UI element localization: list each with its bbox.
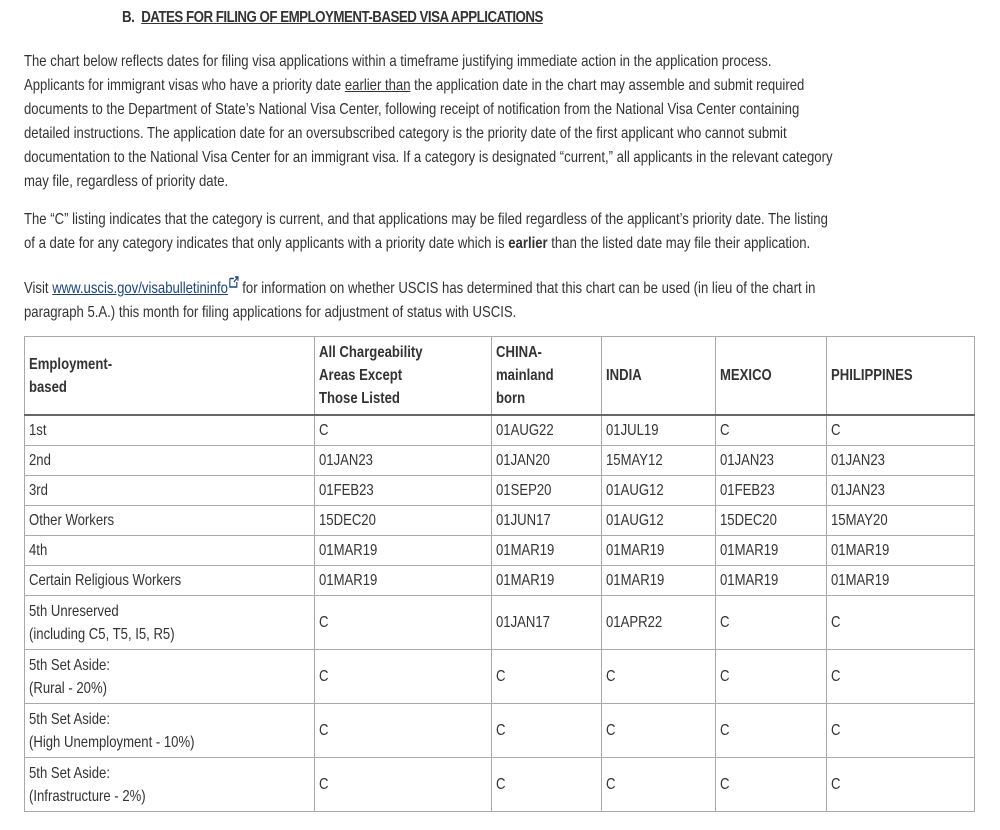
filing-dates-table xyxy=(24,336,975,812)
table-row xyxy=(25,536,975,566)
value-cell-philippines: C xyxy=(826,758,974,812)
header-india: INDIA xyxy=(602,337,716,416)
value-cell-india: 01JUL19 xyxy=(602,415,716,446)
c-listing-paragraph: The “C” listing indicates that the category is current, and that applications may be filed regardless of the applicant’s priority date. The listing of a date for any category indicates that only applicants with a priority date which is earlier than the listed date may file their application. xyxy=(24,211,828,252)
value-cell-philippines: 01MAR19 xyxy=(826,566,974,596)
intro-line: detailed instructions. The application date for an oversubscribed category is the priority date of the first applicant who cannot submit xyxy=(24,125,787,142)
category-cell: Certain Religious Workers xyxy=(25,566,315,596)
intro-line: documentation to the National Visa Center for an immigrant visa. If a category is designated “current,” all applicants in the relevant category xyxy=(24,149,833,166)
value-cell-mexico: 01FEB23 xyxy=(716,476,826,506)
table-row xyxy=(25,566,975,596)
value-cell-philippines: 15MAY20 xyxy=(826,506,974,536)
table-row xyxy=(25,704,975,758)
value-cell-philippines: C xyxy=(826,704,974,758)
category-cell: 5th Unreserved (including C5, T5, I5, R5) xyxy=(25,596,315,650)
value-cell-philippines: C xyxy=(826,415,974,446)
category-cell: Other Workers xyxy=(25,506,315,536)
value-cell-all-chargeability: C xyxy=(315,704,491,758)
uscis-visabulletininfo-link[interactable]: www.uscis.gov/visabulletininfo xyxy=(52,280,228,297)
value-cell-mexico: C xyxy=(716,415,826,446)
intro-line: Applicants for immigrant visas who have a priority date earlier than the application date in the chart may assemble and submit required xyxy=(24,77,805,94)
value-cell-china: 01MAR19 xyxy=(491,536,601,566)
value-cell-india: 01MAR19 xyxy=(602,566,716,596)
category-cell: 3rd xyxy=(25,476,315,506)
uscis-paragraph: Visit www.uscis.gov/visabulletininfo for information on whether USCIS has determined that this chart can be used (in lieu of the chart in paragraph 5.A.) this month for filing applications for adjustment of status with USCIS. xyxy=(24,272,989,325)
value-cell-india: C xyxy=(602,758,716,812)
header-employment-based: Employment- based xyxy=(25,337,315,416)
value-cell-mexico: C xyxy=(716,596,826,650)
value-cell-philippines: C xyxy=(826,650,974,704)
value-cell-mexico: C xyxy=(716,758,826,812)
value-cell-india: 01MAR19 xyxy=(602,536,716,566)
category-cell: 5th Set Aside: (Rural - 20%) xyxy=(25,650,315,704)
external-link-icon[interactable] xyxy=(229,272,239,296)
value-cell-philippines: C xyxy=(826,596,974,650)
value-cell-all-chargeability: 01JAN23 xyxy=(315,446,491,476)
header-philippines: PHILIPPINES xyxy=(826,337,974,416)
value-cell-china: 01JAN17 xyxy=(491,596,601,650)
value-cell-china: 01MAR19 xyxy=(491,566,601,596)
value-cell-mexico: C xyxy=(716,650,826,704)
value-cell-mexico: 01JAN23 xyxy=(716,446,826,476)
value-cell-china: 01JUN17 xyxy=(491,506,601,536)
intro-line: The chart below reflects dates for filing visa applications within a timeframe justifying immediate action in the application process. xyxy=(24,53,772,70)
table-row xyxy=(25,506,975,536)
emphasis-earlier: earlier xyxy=(508,235,548,252)
value-cell-mexico: 01MAR19 xyxy=(716,536,826,566)
emphasis-earlier-than: earlier than xyxy=(344,77,411,94)
value-cell-all-chargeability: 15DEC20 xyxy=(315,506,491,536)
value-cell-china: 01JAN20 xyxy=(491,446,601,476)
value-cell-india: C xyxy=(602,650,716,704)
table-row xyxy=(25,446,975,476)
value-cell-mexico: 01MAR19 xyxy=(716,566,826,596)
value-cell-india: 01AUG12 xyxy=(602,506,716,536)
category-cell: 1st xyxy=(25,415,315,446)
intro-line: may file, regardless of priority date. xyxy=(24,173,229,190)
intro-line: documents to the Department of State’s National Visa Center, following receipt of notification from the National Visa Center containing xyxy=(24,101,800,118)
intro-paragraph xyxy=(24,50,1000,194)
value-cell-all-chargeability: 01MAR19 xyxy=(315,566,491,596)
table-row xyxy=(25,415,975,446)
category-cell: 5th Set Aside: (Infrastructure - 2%) xyxy=(25,758,315,812)
value-cell-china: 01SEP20 xyxy=(491,476,601,506)
value-cell-mexico: C xyxy=(716,704,826,758)
value-cell-china: C xyxy=(491,758,601,812)
value-cell-philippines: 01JAN23 xyxy=(826,476,974,506)
header-mexico: MEXICO xyxy=(716,337,826,416)
value-cell-all-chargeability: C xyxy=(315,650,491,704)
section-heading xyxy=(122,9,543,27)
value-cell-india: 01APR22 xyxy=(602,596,716,650)
table-row xyxy=(25,596,975,650)
category-cell: 5th Set Aside: (High Unemployment - 10%) xyxy=(25,704,315,758)
value-cell-all-chargeability: C xyxy=(315,596,491,650)
table-row xyxy=(25,476,975,506)
value-cell-all-chargeability: 01FEB23 xyxy=(315,476,491,506)
value-cell-philippines: 01MAR19 xyxy=(826,536,974,566)
value-cell-china: C xyxy=(491,650,601,704)
value-cell-india: 15MAY12 xyxy=(602,446,716,476)
value-cell-mexico: 15DEC20 xyxy=(716,506,826,536)
header-china: CHINA- mainland born xyxy=(491,337,601,416)
table-row xyxy=(25,650,975,704)
value-cell-all-chargeability: C xyxy=(315,415,491,446)
table-header-row xyxy=(25,337,975,416)
value-cell-china: 01AUG22 xyxy=(491,415,601,446)
value-cell-all-chargeability: C xyxy=(315,758,491,812)
header-all-chargeability: All Chargeability Areas Except Those Listed xyxy=(315,337,491,416)
value-cell-all-chargeability: 01MAR19 xyxy=(315,536,491,566)
value-cell-philippines: 01JAN23 xyxy=(826,446,974,476)
value-cell-china: C xyxy=(491,704,601,758)
section-letter: B. xyxy=(122,9,135,26)
category-cell: 2nd xyxy=(25,446,315,476)
table-row xyxy=(25,758,975,812)
value-cell-india: C xyxy=(602,704,716,758)
value-cell-india: 01AUG12 xyxy=(602,476,716,506)
category-cell: 4th xyxy=(25,536,315,566)
section-title: DATES FOR FILING OF EMPLOYMENT-BASED VISA APPLICATIONS xyxy=(141,9,543,26)
